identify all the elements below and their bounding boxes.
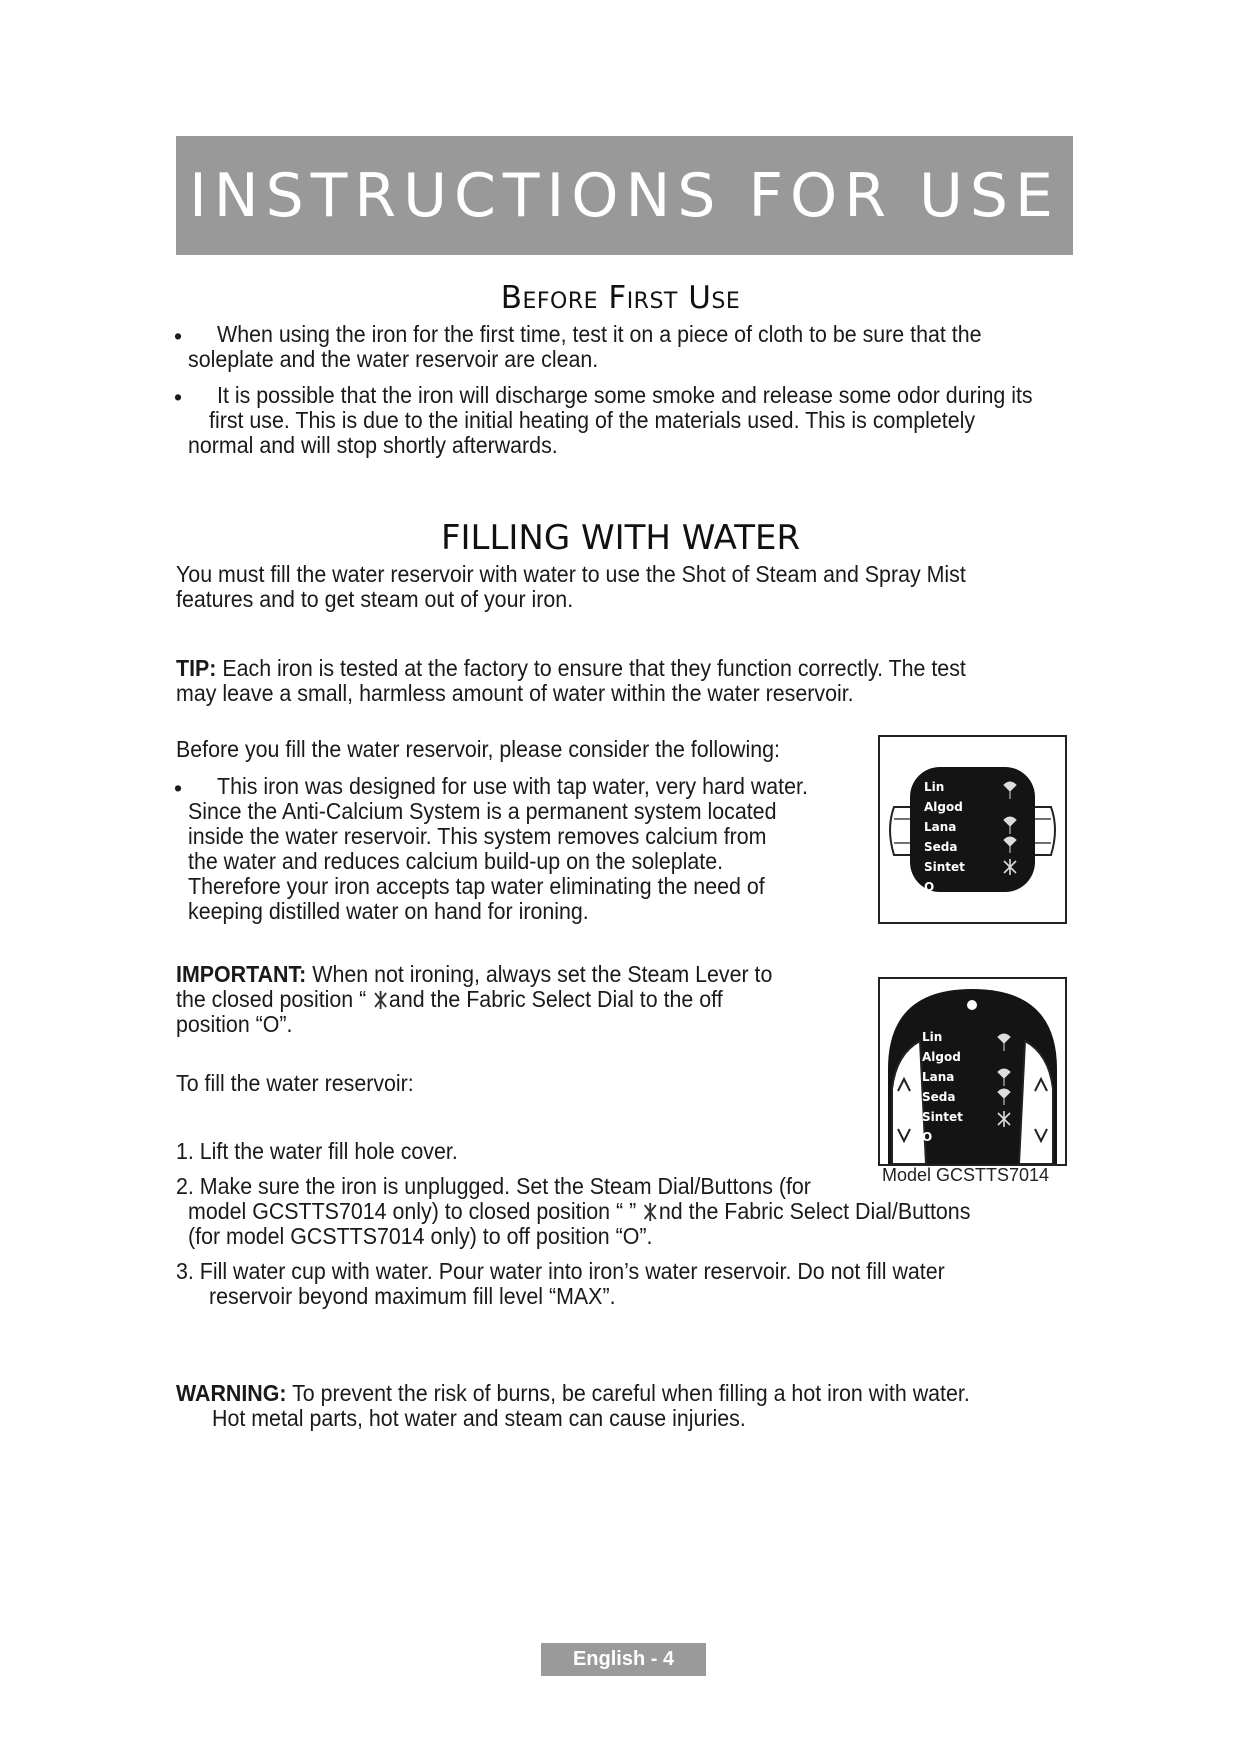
- section-heading-filling-with-water: FILLING WITH WATER: [440, 518, 801, 558]
- step2-line1: 2. Make sure the iron is unplugged. Set the Steam Dial/Buttons (for: [176, 1173, 811, 1199]
- dial-label-sintet: Sintet: [924, 860, 965, 874]
- bullet2-line2: first use. This is due to the initial heating of the materials used. This is completely: [209, 407, 976, 433]
- bullet1-line2: soleplate and the water reservoir are clean.: [188, 346, 599, 372]
- bullet-marker: •: [174, 775, 183, 801]
- important-line1: IMPORTANT: When not ironing, always set the Steam Lever to: [176, 961, 773, 987]
- dial-label-seda: Seda: [924, 840, 958, 854]
- button-label-lin: Lin: [922, 1030, 943, 1044]
- model-caption: Model GCSTTS7014: [882, 1165, 1050, 1185]
- step2-line2: model GCSTTS7014 only) to closed position “ ” nd the Fabric Select Dial/Buttons: [188, 1198, 971, 1224]
- warning-line2: Hot metal parts, hot water and steam can cause injuries.: [212, 1405, 746, 1431]
- important-label: IMPORTANT:: [176, 961, 307, 987]
- button-label-seda: Seda: [922, 1090, 956, 1104]
- step3-line2: reservoir beyond maximum fill level “MAX”.: [209, 1283, 616, 1309]
- step2-line3: (for model GCSTTS7014 only) to off position “O”.: [188, 1223, 653, 1249]
- bullet-marker: •: [174, 323, 183, 349]
- intro-line1: You must fill the water reservoir with water to use the Shot of Steam and Spray Mist: [176, 561, 966, 587]
- fabric-dial-illustration: [878, 735, 1067, 924]
- tap-line5: Therefore your iron accepts tap water eliminating the need of: [188, 873, 765, 899]
- intro-line2: features and to get steam out of your iron.: [176, 586, 574, 612]
- button-label-lana: Lana: [922, 1070, 955, 1084]
- button-label-algod: Algod: [922, 1050, 961, 1064]
- step1: 1. Lift the water fill hole cover.: [176, 1138, 458, 1164]
- bullet-marker: •: [174, 384, 183, 410]
- bullet1-line1: When using the iron for the first time, test it on a piece of cloth to be sure that the: [217, 321, 982, 347]
- tip-label: TIP:: [176, 655, 217, 681]
- dial-label-off: O: [924, 880, 935, 894]
- section-heading-before-first-use: Before First Use: [500, 280, 741, 316]
- button-label-sintet: Sintet: [922, 1110, 963, 1124]
- important-line3: position “O”.: [176, 1011, 293, 1037]
- dial-label-lin: Lin: [924, 780, 945, 794]
- page-number: English - 4: [572, 1648, 675, 1670]
- to-fill-line: To fill the water reservoir:: [176, 1070, 414, 1096]
- tip-line2: may leave a small, harmless amount of water within the water reservoir.: [176, 680, 854, 706]
- button-label-off: O: [922, 1130, 933, 1144]
- page-title: INSTRUCTIONS FOR USE: [189, 160, 1060, 231]
- fabric-buttons-graphic: [880, 979, 1065, 1164]
- tap-line1: This iron was designed for use with tap water, very hard water.: [217, 773, 808, 799]
- warning-line1: WARNING: To prevent the risk of burns, be careful when filling a hot iron with water.: [176, 1380, 970, 1406]
- steam-off-icon: [372, 990, 389, 1010]
- tap-line4: the water and reduces calcium build-up on the soleplate.: [188, 848, 724, 874]
- warning-label: WARNING:: [176, 1380, 287, 1406]
- fabric-dial-graphic: [880, 737, 1065, 922]
- fabric-buttons-illustration: [878, 977, 1067, 1166]
- dial-label-lana: Lana: [924, 820, 957, 834]
- dial-label-algod: Algod: [924, 800, 963, 814]
- tip-line1: TIP: Each iron is tested at the factory to ensure that they function correctly. The test: [176, 655, 966, 681]
- important-line2: the closed position “ and the Fabric Select Dial to the off: [176, 986, 723, 1012]
- bullet2-line3: normal and will stop shortly afterwards.: [188, 432, 558, 458]
- tap-line2: Since the Anti-Calcium System is a permanent system located: [188, 798, 777, 824]
- tap-line6: keeping distilled water on hand for ironing.: [188, 898, 589, 924]
- step3-line1: 3. Fill water cup with water. Pour water into iron’s water reservoir. Do not fill water: [176, 1258, 945, 1284]
- consider-line: Before you fill the water reservoir, please consider the following:: [176, 736, 780, 762]
- bullet2-line1: It is possible that the iron will discharge some smoke and release some odor during its: [217, 382, 1033, 408]
- title-banner: [176, 136, 1073, 255]
- page-number-badge: [541, 1643, 706, 1676]
- tap-line3: inside the water reservoir. This system removes calcium from: [188, 823, 767, 849]
- steam-off-icon: [642, 1202, 659, 1222]
